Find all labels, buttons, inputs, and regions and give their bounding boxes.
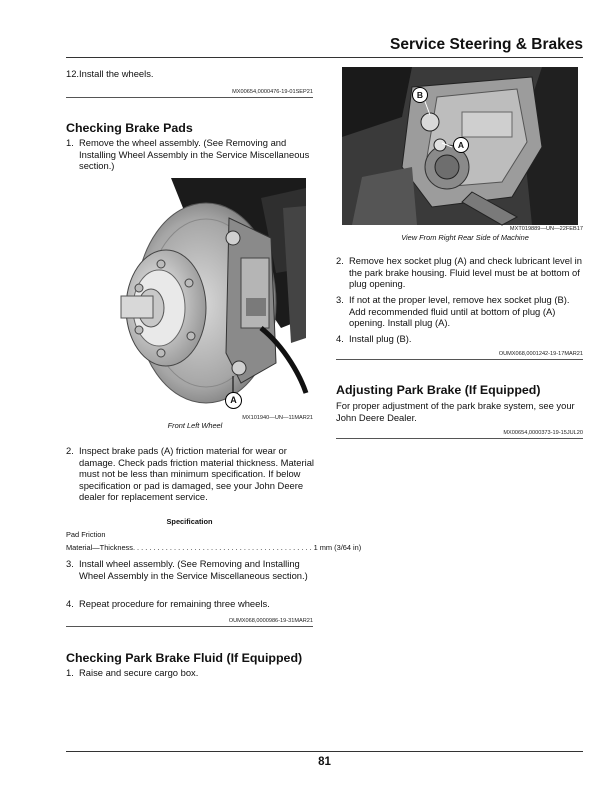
callout-b-label: B (412, 87, 428, 103)
step-text: Install the wheels. (79, 68, 154, 79)
step-add-fluid (336, 294, 586, 329)
specification-heading: Specification (166, 517, 213, 526)
figure-caption: Front Left Wheel (167, 421, 223, 430)
spec-item-value: 1 mm (3/64 in) (313, 543, 362, 552)
figure-code: MX101940—UN—11MAR21 (242, 415, 313, 421)
section-rule (66, 97, 313, 98)
step-number: 1. (66, 137, 74, 148)
step-text: If not at the proper level, remove hex socket plug (B). Add recommended fluid until at bottom of plug (A) opening. Install plug (A). (349, 294, 570, 329)
section-rule (66, 626, 313, 627)
step-raise-cargo-box (66, 667, 316, 679)
step-text: Install wheel assembly. (See Removing and Installing Wheel Assembly in the Service Miscellaneous section.) (79, 558, 308, 581)
spec-line-label: Pad Friction (66, 530, 106, 539)
step-text: Raise and secure cargo box. (79, 667, 199, 678)
section-heading-adjust-park-brake: Adjusting Park Brake (If Equipped) (336, 383, 541, 397)
paragraph-park-brake: For proper adjustment of the park brake system, see your John Deere Dealer. (336, 400, 575, 423)
page-title: Service Steering & Brakes (390, 36, 583, 53)
specification-block (66, 530, 362, 553)
reference-code: OUMX068,0000986-19-31MAR21 (228, 618, 313, 624)
step-install-wheel-assembly (66, 558, 316, 581)
step-text: Remove the wheel assembly. (See Removing and Installing Wheel Assembly in the Service Miscellaneous section.) (79, 137, 310, 172)
callout-a-label: A (225, 392, 242, 409)
callout-a-label: A (453, 137, 469, 153)
step-text: Install plug (B). (349, 333, 412, 344)
section-rule (336, 438, 583, 439)
brake-assembly-illustration (111, 178, 306, 410)
step-remove-plug-a (336, 255, 586, 290)
step-number: 2. (66, 445, 74, 456)
reference-code: MX00654,0000373-19-15JUL20 (503, 430, 583, 436)
step-number: 3. (336, 294, 344, 305)
spec-item-label: Material—Thickness (66, 543, 133, 552)
step-number: 1. (66, 667, 74, 678)
step-number: 2. (336, 255, 344, 266)
step-number: 12. (66, 68, 80, 79)
section-heading-brake-pads: Checking Brake Pads (66, 121, 193, 135)
step-text: Remove hex socket plug (A) and check lubricant level in the park brake housing. Fluid level must be at bottom of plug opening. (349, 255, 582, 290)
step-inspect-pads (66, 445, 316, 503)
header-rule (66, 57, 583, 58)
brake-pad-photo (111, 178, 306, 410)
step-install-plug-b (336, 333, 586, 345)
spec-line-value (66, 543, 362, 553)
spec-dot-leader: . . . . . . . . . . . . . . . . . . . . . . . . . . . . . . . . . . . . . . . . . . . . (132, 543, 312, 552)
step-install-wheels (66, 68, 316, 80)
park-brake-housing-photo (342, 67, 578, 225)
step-remove-wheel (66, 137, 314, 172)
section-heading-park-brake-fluid: Checking Park Brake Fluid (If Equipped) (66, 651, 303, 665)
figure-caption: View From Right Rear Side of Machine (401, 233, 529, 242)
step-number: 4. (336, 333, 344, 344)
step-number: 4. (66, 598, 74, 609)
step-repeat-procedure (66, 598, 316, 610)
footer-rule (66, 751, 583, 752)
step-text: Repeat procedure for remaining three wheels. (79, 598, 270, 609)
figure-code: MXT019889—UN—22FEB17 (509, 226, 583, 232)
reference-code: MX00654,0000476-19-01SEP21 (232, 89, 313, 95)
section-rule (336, 359, 583, 360)
reference-code: OUMX068,0001242-19-17MAR21 (498, 351, 583, 357)
page-number: 81 (318, 756, 331, 768)
step-number: 3. (66, 558, 74, 569)
step-text: Inspect brake pads (A) friction material for wear or damage. Check pads friction material thickness. Material must not be less than minimum specification. If below specification or pad is damaged, see your John Deere dealer for replacement service. (79, 445, 314, 503)
